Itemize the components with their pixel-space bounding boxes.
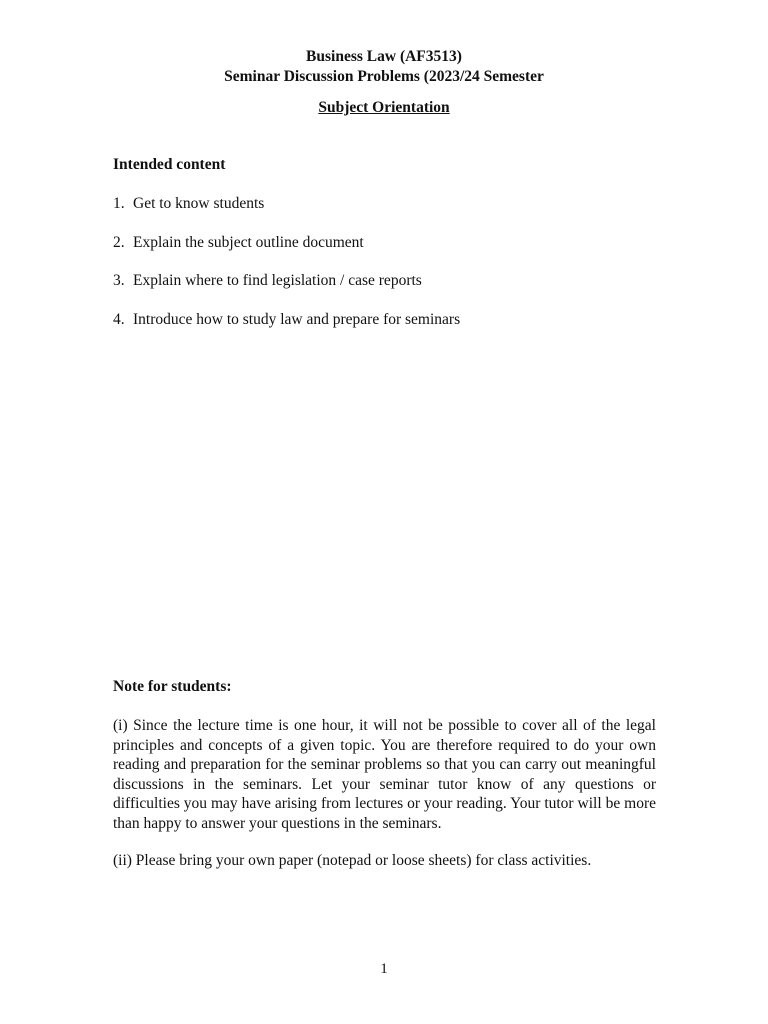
page-number: 1 xyxy=(380,961,388,977)
list-item xyxy=(113,233,364,253)
course-title: Business Law (AF3513) xyxy=(306,48,462,65)
list-item-number: 4. xyxy=(113,311,125,328)
note-paragraph-paper: (ii) Please bring your own paper (notepad or loose sheets) for class activities. xyxy=(113,852,592,869)
list-item xyxy=(113,271,422,291)
list-item-text: Explain the subject outline document xyxy=(133,234,364,251)
list-item-text: Explain where to find legislation / case reports xyxy=(133,272,422,289)
notes-heading: Note for students: xyxy=(113,678,232,695)
list-item-text: Introduce how to study law and prepare for seminars xyxy=(133,311,461,328)
topic-title: Subject Orientation xyxy=(318,99,450,116)
intended-content-heading: Intended content xyxy=(113,156,226,173)
list-item-text: Get to know students xyxy=(133,195,265,212)
list-item xyxy=(113,194,264,214)
note-paragraph-reading: (i) Since the lecture time is one hour, it will not be possible to cover all of the legal principles and concepts of a given topic. You are therefore required to do your own reading and preparation for the seminar problems so that you can carry out meaningful discussions in the seminars. Let your seminar tutor know of any questions or difficulties you may have arising from lectures or your reading. Your tutor will be more than happy to answer your questions in the seminars. xyxy=(113,717,656,832)
list-item-number: 3. xyxy=(113,272,125,289)
document-subtitle: Seminar Discussion Problems (2023/24 Semester xyxy=(224,68,544,85)
list-item xyxy=(113,310,460,330)
list-item-number: 2. xyxy=(113,234,125,251)
list-item-number: 1. xyxy=(113,195,125,212)
document-header xyxy=(0,47,768,87)
